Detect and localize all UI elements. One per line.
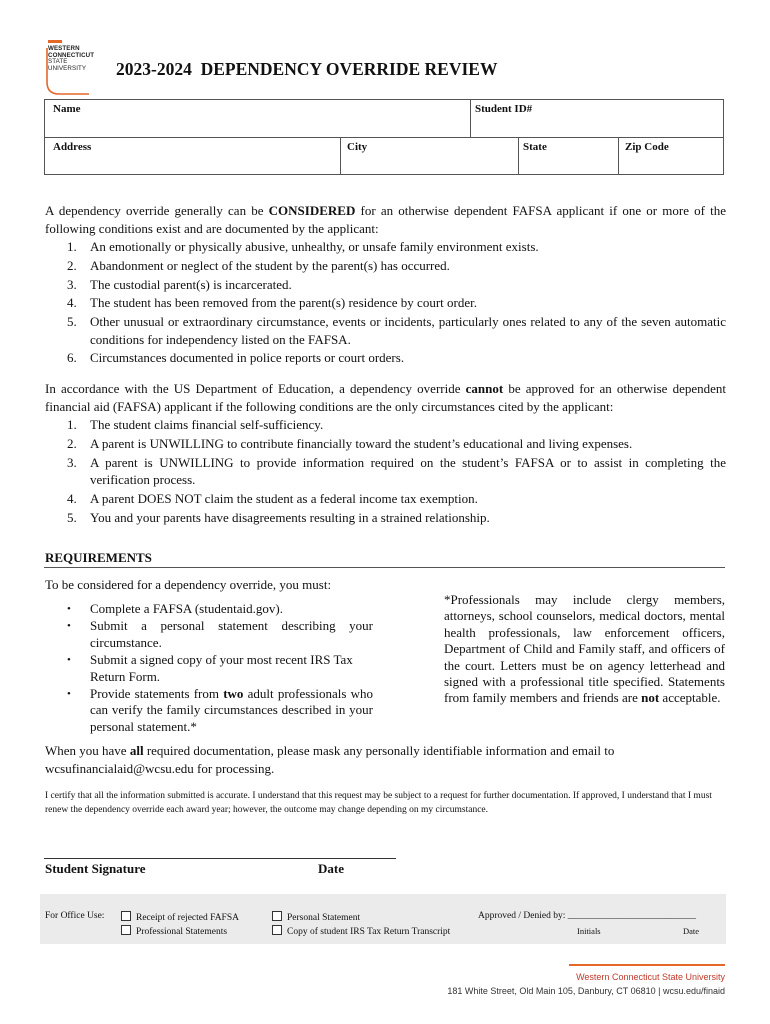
student-info-table bbox=[44, 99, 724, 175]
office-use-label: For Office Use: bbox=[45, 911, 105, 921]
logo-line-3: STATE bbox=[48, 58, 68, 65]
checkbox-icon[interactable] bbox=[272, 925, 282, 935]
considered-intro: A dependency override generally can be CONSIDERED for an otherwise dependent FAFSA applicant if one or more of the following conditions exist and are documented by the applicant: bbox=[45, 203, 726, 236]
requirements-heading: REQUIREMENTS bbox=[45, 550, 152, 565]
checkbox-professional-statements[interactable]: Professional Statements bbox=[121, 925, 227, 937]
list-item: • Submit a personal statement describing your circumstance. bbox=[67, 618, 373, 650]
cannot-intro: In accordance with the US Department of Education, a dependency override cannot be approved for an otherwise dependent financial aid (FAFSA) applicant if the following conditions are the only circumstances cited by the applicant: bbox=[45, 381, 726, 414]
signature-line[interactable] bbox=[44, 858, 396, 859]
list-item: 1. An emotionally or physically abusive, unhealthy, or unsafe family environment exists. bbox=[67, 239, 539, 254]
certification-statement: I certify that all the information submitted is accurate. I understand that this request may be subject to a request for further documentation. If approved, I understand that I must renew the dependency override each award year; however, the outcome may change depending on my circumstance. bbox=[45, 791, 712, 815]
page-title: 2023-2024 DEPENDENCY OVERRIDE REVIEW bbox=[116, 59, 498, 79]
list-item: 5. You and your parents have disagreements resulting in a strained relationship. bbox=[67, 509, 490, 525]
logo-line-4: UNIVERSITY bbox=[48, 64, 87, 72]
list-item: 2. A parent is UNWILLING to contribute financially toward the student’s educational and living expenses. bbox=[67, 435, 633, 451]
initials-label: Initials bbox=[577, 926, 601, 936]
considered-list bbox=[45, 238, 726, 367]
checkbox-icon[interactable] bbox=[121, 911, 131, 921]
requirements-divider bbox=[44, 567, 725, 568]
checkbox-irs-transcript[interactable]: Copy of student IRS Tax Return Transcript bbox=[272, 925, 450, 937]
footer-address: 181 White Street, Old Main 105, Danbury, CT 06810 | wcsu.edu/finaid bbox=[447, 986, 725, 996]
checkbox-icon[interactable] bbox=[121, 925, 131, 935]
professionals-note: *Professionals may include clergy members, attorneys, school counselors, medical doctors, mental health professionals, law enforcement officers, Department of Child and Family staff, and officers of the court. Letters must be on agency letterhead and signed with a professional title specified. Statements from family members and friends are not acceptable. bbox=[444, 592, 725, 706]
list-item: 1. The student claims financial self-sufficiency. bbox=[67, 417, 324, 432]
requirements-list bbox=[45, 601, 373, 735]
checkbox-receipt-fafsa[interactable]: Receipt of rejected FAFSA bbox=[121, 911, 239, 923]
zip-code-field[interactable]: Zip Code bbox=[625, 141, 669, 153]
list-item: 5. Other unusual or extraordinary circumstance, events or incidents, particularly ones related to any of the seven automatic conditions for independency listed on the FAFSA. bbox=[67, 314, 726, 347]
list-item: 6. Circumstances documented in police reports or court orders. bbox=[67, 350, 405, 366]
address-field[interactable]: Address bbox=[53, 141, 92, 153]
university-logo bbox=[45, 40, 107, 94]
office-use-panel bbox=[40, 894, 726, 944]
list-item: • Submit a signed copy of your most recent IRS Tax Return Form. bbox=[67, 652, 353, 684]
office-date-label: Date bbox=[683, 926, 700, 936]
cannot-section bbox=[45, 380, 726, 526]
considered-section bbox=[45, 202, 726, 367]
approved-denied-field[interactable]: Approved / Denied by: ___________________________ bbox=[478, 911, 696, 921]
list-item: 4. The student has been removed from the parent(s) residence by court order. bbox=[67, 295, 477, 311]
checkbox-icon[interactable] bbox=[272, 911, 282, 921]
list-item: 2. Abandonment or neglect of the student by the parent(s) has occurred. bbox=[67, 257, 450, 273]
student-signature-label: Student Signature bbox=[45, 861, 146, 876]
list-item: 4. A parent DOES NOT claim the student as a federal income tax exemption. bbox=[67, 490, 478, 506]
list-item: 3. A parent is UNWILLING to provide information required on the student’s FAFSA or to assist in completing the verification process. bbox=[67, 454, 726, 488]
footer-university-name: Western Connecticut State University bbox=[576, 972, 725, 982]
footer-accent-rule bbox=[569, 964, 725, 966]
city-field[interactable]: City bbox=[347, 141, 368, 153]
logo-line-2: CONNECTICUT bbox=[48, 51, 95, 59]
name-field[interactable]: Name bbox=[53, 103, 81, 115]
state-field[interactable]: State bbox=[523, 141, 547, 153]
list-item: • Complete a FAFSA (studentaid.gov). bbox=[67, 601, 283, 616]
submit-instructions: When you have all required documentation, please mask any personally identifiable information and email to wcsufinancialaid@wcsu.edu for processing. bbox=[45, 743, 615, 776]
date-label: Date bbox=[318, 861, 344, 876]
student-id-field[interactable]: Student ID# bbox=[475, 103, 533, 115]
checkbox-personal-statement[interactable]: Personal Statement bbox=[272, 911, 360, 923]
cannot-list bbox=[45, 416, 726, 526]
list-item: 3. The custodial parent(s) is incarcerated. bbox=[67, 276, 292, 292]
logo-line-1: WESTERN bbox=[48, 45, 80, 52]
list-item: • Provide statements from two adult professionals who can verify the family circumstances described in your personal statement.* bbox=[67, 686, 374, 734]
requirements-intro: To be considered for a dependency override, you must: bbox=[45, 577, 332, 592]
